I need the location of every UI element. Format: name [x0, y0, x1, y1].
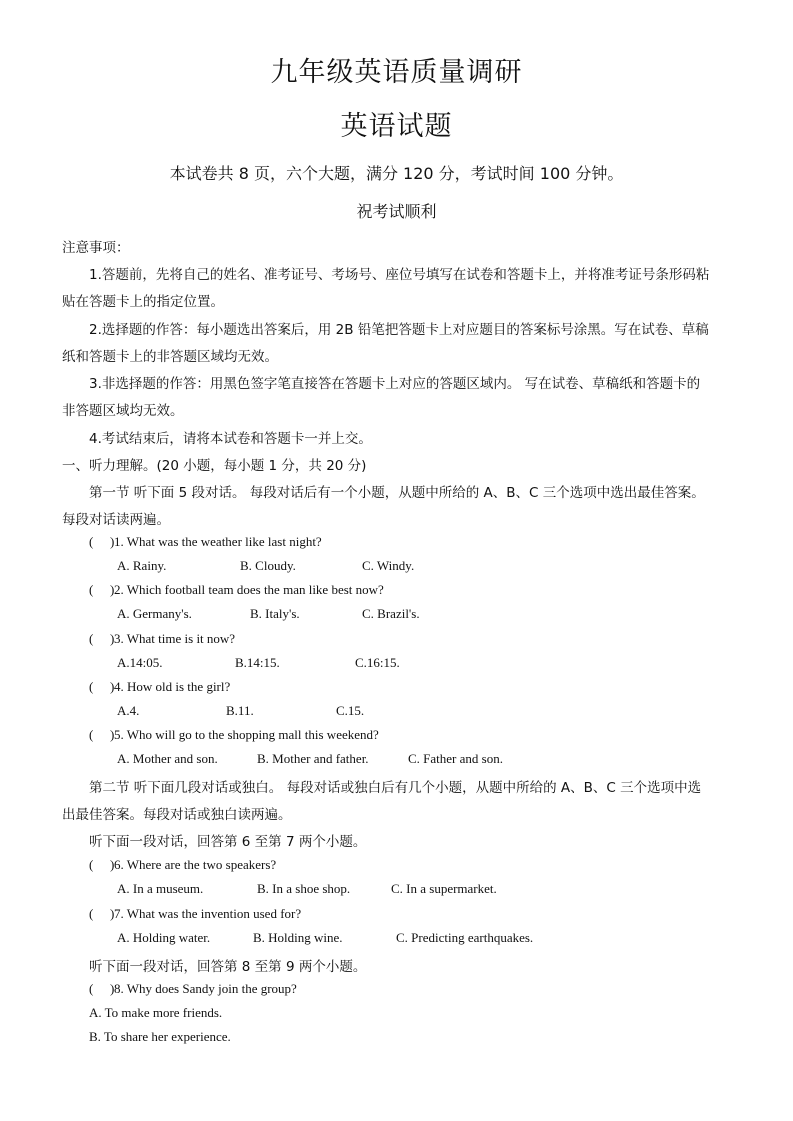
answer-blank-open: ( — [89, 631, 94, 646]
question-7-stem: 7. What was the invention used for? — [114, 906, 302, 921]
question-4-option-a: A.4. — [117, 703, 140, 718]
question-6-stem: 6. Where are the two speakers? — [114, 857, 277, 872]
note-1-line-2: 贴在答题卡上的指定位置。 — [62, 294, 224, 310]
answer-blank-close: ) — [110, 981, 115, 996]
question-7-option-c: C. Predicting earthquakes. — [396, 930, 534, 945]
question-3-option-b: B.14:15. — [235, 655, 280, 670]
exam-wish: 祝考试顺利 — [356, 202, 437, 221]
question-5-stem: 5. Who will go to the shopping mall this weekend? — [114, 727, 379, 742]
question-3-option-a: A.14:05. — [117, 655, 163, 670]
dialog-8-9-instruction: 听下面一段对话，回答第 8 至第 9 两个小题。 — [89, 959, 367, 975]
question-8-option-b: B. To share her experience. — [89, 1029, 231, 1044]
question-8-option-a: A. To make more friends. — [89, 1005, 223, 1020]
part-2-instruction-line-2: 出最佳答案。每段对话或独白读两遍。 — [62, 807, 292, 823]
question-1-option-b: B. Cloudy. — [240, 558, 296, 573]
question-4-option-b: B.11. — [226, 703, 254, 718]
question-2-option-a: A. Germany's. — [117, 606, 192, 621]
answer-blank-close: ) — [110, 857, 115, 872]
answer-blank-close: ) — [110, 679, 115, 694]
exam-info: 本试卷共 8 页，六个大题，满分 120 分，考试时间 100 分钟。 — [169, 164, 624, 183]
note-3-line-1: 3.非选择题的作答：用黑色签字笔直接答在答题卡上对应的答题区域内。 写在试卷、草稿纸和答题卡的 — [89, 376, 701, 392]
question-2-stem: 2. Which football team does the man like best now? — [114, 582, 384, 597]
answer-blank-close: ) — [110, 906, 115, 921]
answer-blank-close: ) — [110, 534, 115, 549]
notes-heading: 注意事项： — [62, 240, 130, 256]
note-1-line-1: 1.答题前，先将自己的姓名、准考证号、考场号、座位号填写在试卷和答题卡上，并将准考证号条形码粘 — [89, 267, 710, 283]
question-3-stem: 3. What time is it now? — [114, 631, 236, 646]
answer-blank-open: ( — [89, 679, 94, 694]
answer-blank-close: ) — [110, 582, 115, 597]
exam-title: 九年级英语质量调研 — [270, 57, 523, 88]
dialog-6-7-instruction: 听下面一段对话，回答第 6 至第 7 两个小题。 — [89, 834, 367, 850]
question-7-option-b: B. Holding wine. — [253, 930, 343, 945]
question-3-option-c: C.16:15. — [355, 655, 400, 670]
part-1-instruction-line-1: 第一节 听下面 5 段对话。 每段对话后有一个小题，从题中所给的 A、B、C 三个选项中选出最佳答案。 — [89, 485, 705, 501]
question-1-stem: 1. What was the weather like last night? — [114, 534, 322, 549]
note-2-line-1: 2.选择题的作答：每小题选出答案后，用 2B 铅笔把答题卡上对应题目的答案标号涂黑。写在试卷、草稿 — [89, 322, 709, 338]
question-7-option-a: A. Holding water. — [117, 930, 211, 945]
section-1-heading: 一、听力理解。(20 小题，每小题 1 分，共 20 分) — [62, 458, 367, 474]
question-6-option-a: A. In a museum. — [117, 881, 204, 896]
answer-blank-open: ( — [89, 582, 94, 597]
question-1-option-a: A. Rainy. — [117, 558, 167, 573]
question-6-option-b: B. In a shoe shop. — [257, 881, 351, 896]
question-4-stem: 4. How old is the girl? — [114, 679, 231, 694]
question-5-option-c: C. Father and son. — [408, 751, 503, 766]
exam-subtitle: 英语试题 — [340, 111, 453, 142]
answer-blank-open: ( — [89, 981, 94, 996]
answer-blank-open: ( — [89, 906, 94, 921]
question-6-option-c: C. In a supermarket. — [391, 881, 497, 896]
question-2-option-c: C. Brazil's. — [362, 606, 420, 621]
question-1-option-c: C. Windy. — [362, 558, 415, 573]
note-2-line-2: 纸和答题卡上的非答题区域均无效。 — [62, 349, 278, 365]
note-3-line-2: 非答题区域均无效。 — [62, 403, 184, 419]
answer-blank-open: ( — [89, 857, 94, 872]
question-4-option-c: C.15. — [336, 703, 365, 718]
part-1-instruction-line-2: 每段对话读两遍。 — [62, 512, 170, 528]
part-2-instruction-line-1: 第二节 听下面几段对话或独白。 每段对话或独白后有几个小题，从题中所给的 A、B、C 三个选项中选 — [89, 780, 702, 796]
answer-blank-close: ) — [110, 631, 115, 646]
question-5-option-b: B. Mother and father. — [257, 751, 369, 766]
question-2-option-b: B. Italy's. — [250, 606, 300, 621]
answer-blank-open: ( — [89, 727, 94, 742]
question-5-option-a: A. Mother and son. — [117, 751, 218, 766]
note-4: 4.考试结束后，请将本试卷和答题卡一并上交。 — [89, 431, 372, 447]
answer-blank-open: ( — [89, 534, 94, 549]
question-8-stem: 8. Why does Sandy join the group? — [114, 981, 297, 996]
answer-blank-close: ) — [110, 727, 115, 742]
